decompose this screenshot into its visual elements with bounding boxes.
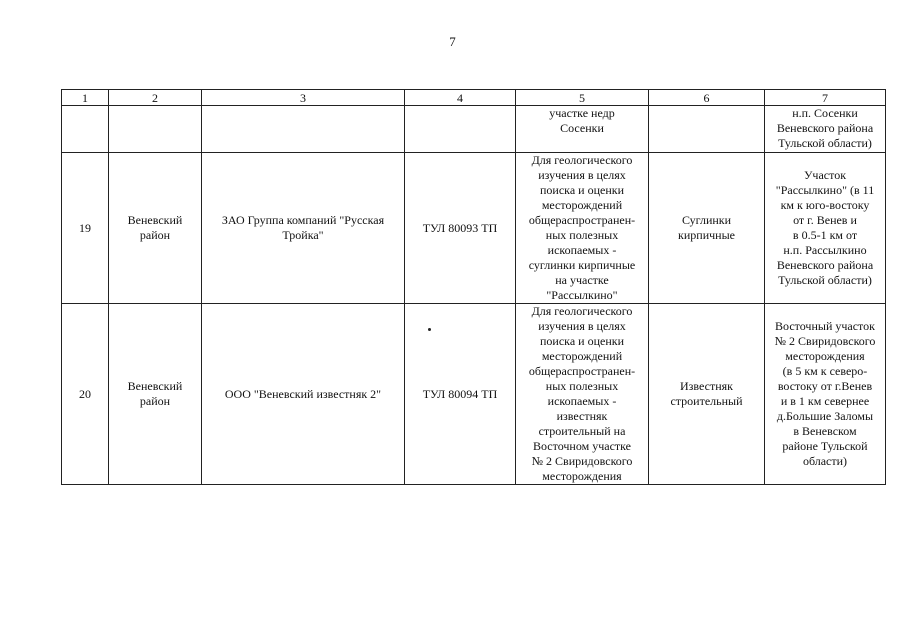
location-cell: Участок "Рассылкино" (в 11 км к юго-востоку от г. Венев и в 0.5-1 км от н.п. Рассылкино Веневского района Тульской области) xyxy=(765,153,886,304)
company-cell xyxy=(202,106,405,153)
district-cell: Веневский район xyxy=(109,304,202,485)
page-number: 7 xyxy=(449,34,456,49)
purpose-cell: Для геологического изучения в целях поиска и оценки месторождений общераспространен- ных полезных ископаемых - суглинки кирпичные на участке "Рассылкино" xyxy=(516,153,649,304)
company-cell: ЗАО Группа компаний "Русская Тройка" xyxy=(202,153,405,304)
mineral-cell xyxy=(649,106,765,153)
column-header-1: 1 xyxy=(62,90,109,106)
column-header-4: 4 xyxy=(405,90,516,106)
company-cell: ООО "Веневский известняк 2" xyxy=(202,304,405,485)
table-row xyxy=(62,106,886,153)
mineral-cell: Суглинки кирпичные xyxy=(649,153,765,304)
column-header-5: 5 xyxy=(516,90,649,106)
table-row xyxy=(62,304,886,485)
header-row xyxy=(62,90,886,106)
column-header-6: 6 xyxy=(649,90,765,106)
license-cell xyxy=(405,106,516,153)
license-cell: ТУЛ 80094 ТП xyxy=(405,304,516,485)
mineral-cell: Известняк строительный xyxy=(649,304,765,485)
district-cell xyxy=(109,106,202,153)
purpose-cell: Для геологического изучения в целях поиска и оценки месторождений общераспространен- ных полезных ископаемых - известняк строительный на Восточном участке № 2 Свиридовского месторождения xyxy=(516,304,649,485)
purpose-cell: участке недр Сосенки xyxy=(516,106,649,153)
column-header-3: 3 xyxy=(202,90,405,106)
table-row xyxy=(62,153,886,304)
row-number-cell: 19 xyxy=(62,153,109,304)
ink-dot-mark xyxy=(428,328,431,331)
row-number-cell xyxy=(62,106,109,153)
column-header-2: 2 xyxy=(109,90,202,106)
row-number-cell: 20 xyxy=(62,304,109,485)
license-registry-table xyxy=(61,89,886,485)
location-cell: н.п. Сосенки Веневского района Тульской области) xyxy=(765,106,886,153)
column-header-7: 7 xyxy=(765,90,886,106)
license-cell: ТУЛ 80093 ТП xyxy=(405,153,516,304)
location-cell: Восточный участок № 2 Свиридовского месторождения (в 5 км к северо- востоку от г.Венев и в 1 км севернее д.Большие Заломы в Веневском районе Тульской области) xyxy=(765,304,886,485)
district-cell: Веневский район xyxy=(109,153,202,304)
